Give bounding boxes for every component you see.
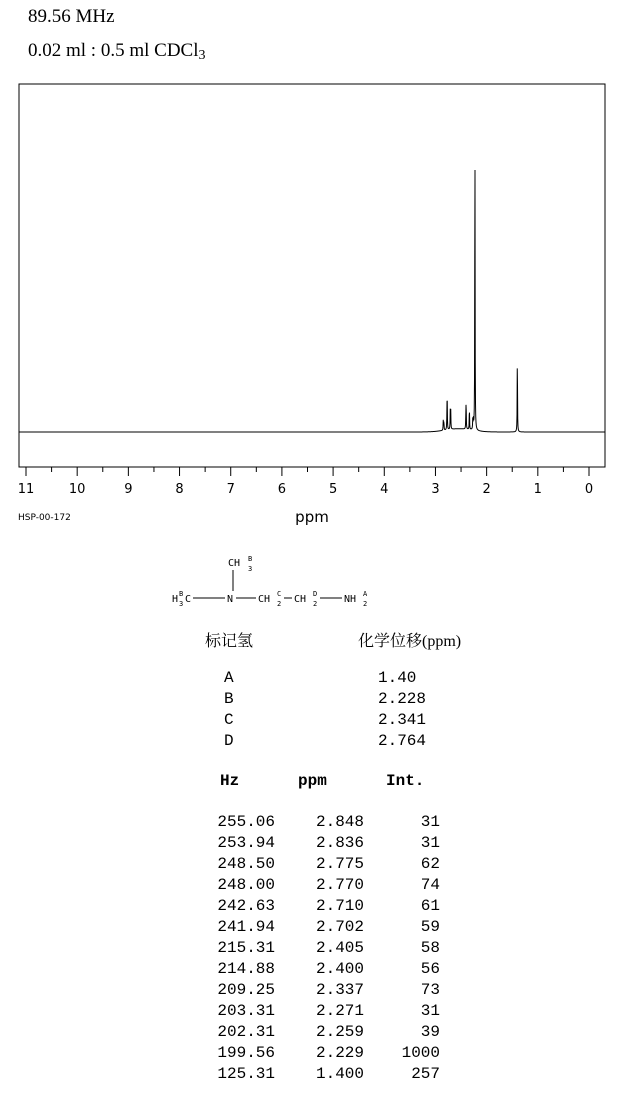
peak-hz: 248.00 [217,876,275,894]
peak-hz: 125.31 [217,1065,275,1083]
peak-ppm: 2.405 [315,939,364,957]
peak-intensity: 31 [420,1002,440,1020]
peak-ppm: 2.337 [315,981,364,999]
assignment-label: D [224,732,234,750]
spectrum-trace [19,170,605,432]
peak-ppm: 2.710 [315,897,364,915]
molecule-structure [166,552,386,612]
peak-intensity: 61 [420,897,440,915]
h3c-c: C [185,594,192,605]
h3c-tag: B [179,590,184,598]
ch2-d-label: CH [294,594,307,605]
assignment-shift: 2.341 [378,711,427,729]
peak-header-ppm: ppm [298,772,327,790]
peak-header-hz: Hz [220,772,240,790]
peak-intensity: 1000 [401,1044,440,1062]
x-axis-label: ppm [295,508,329,526]
peak-hz: 248.50 [217,855,275,873]
x-tick-label: 10 [68,482,86,497]
h3c-subscript: 3 [179,600,184,608]
x-tick-label: 8 [175,482,184,497]
peak-intensity: 59 [420,918,440,936]
peak-intensity: 257 [411,1065,440,1083]
x-tick-label: 3 [431,482,440,497]
nitrogen-atom: N [227,594,234,605]
peak-intensity: 39 [420,1023,440,1041]
peak-intensity: 56 [420,960,440,978]
assignment-header-shift: 化学位移(ppm) [358,633,462,650]
sample-subscript: 3 [198,48,206,63]
peak-hz: 215.31 [217,939,275,957]
assignment-header-label: 标记氢 [205,633,254,650]
x-tick-label: 9 [124,482,133,497]
assignment-label: A [224,669,234,687]
peak-ppm: 2.770 [315,876,364,894]
peak-hz: 241.94 [217,918,275,936]
peak-ppm: 2.848 [315,813,364,831]
peak-hz: 214.88 [217,960,275,978]
nh2-subscript: 2 [363,600,368,608]
peak-ppm: 2.400 [315,960,364,978]
sample-text: 0.02 ml : 0.5 ml CDCl [28,40,199,61]
spectrum-code: HSP-00-172 [18,513,71,523]
nh2-tag: A [363,590,368,598]
x-axis-ticks [26,467,589,476]
peak-intensity: 74 [420,876,440,894]
ch2-d-tag: D [313,590,318,598]
assignment-label: C [224,711,234,729]
top-ch3-tag: B [248,555,253,563]
nh2-label: NH [344,594,357,605]
assignment-shift: 2.228 [378,690,427,708]
ch2-c-label: CH [258,594,271,605]
x-tick-label: 4 [380,482,389,497]
peak-intensity: 58 [420,939,440,957]
peak-ppm: 2.271 [315,1002,364,1020]
x-axis-tick-labels [18,482,593,497]
peak-hz: 253.94 [217,834,275,852]
peak-intensity: 62 [420,855,440,873]
peak-hz: 202.31 [217,1023,275,1041]
spectrometer-frequency: 89.56 MHz [28,6,115,27]
peak-hz: 203.31 [217,1002,275,1020]
peak-ppm: 2.836 [315,834,364,852]
x-tick-label: 2 [482,482,491,497]
nmr-spectrum-chart [0,0,626,540]
peak-intensity: 31 [420,834,440,852]
top-ch3-label: CH [228,558,241,569]
h3c-h: H [172,594,179,605]
assignment-shift: 2.764 [378,732,427,750]
x-tick-label: 6 [277,482,287,497]
peak-intensity: 73 [420,981,440,999]
peak-header-int: Int. [386,772,425,790]
peak-ppm: 2.259 [315,1023,364,1041]
top-ch3-subscript: 3 [248,565,253,573]
peak-hz: 255.06 [217,813,275,831]
peak-ppm: 1.400 [315,1065,364,1083]
x-tick-label: 11 [17,482,35,497]
peak-hz: 242.63 [217,897,275,915]
ch2-c-subscript: 2 [277,600,282,608]
peak-ppm: 2.775 [315,855,364,873]
ch2-c-tag: C [277,590,282,598]
assignment-shift: 1.40 [378,669,417,687]
x-tick-label: 7 [226,482,235,497]
assignment-label: B [224,690,234,708]
peak-hz: 209.25 [217,981,275,999]
x-tick-label: 0 [584,482,594,497]
x-tick-label: 5 [328,482,338,497]
peak-ppm: 2.229 [315,1044,364,1062]
peak-ppm: 2.702 [315,918,364,936]
ch2-d-subscript: 2 [313,600,318,608]
peak-hz: 199.56 [217,1044,275,1062]
x-tick-label: 1 [533,482,542,497]
peak-intensity: 31 [420,813,440,831]
